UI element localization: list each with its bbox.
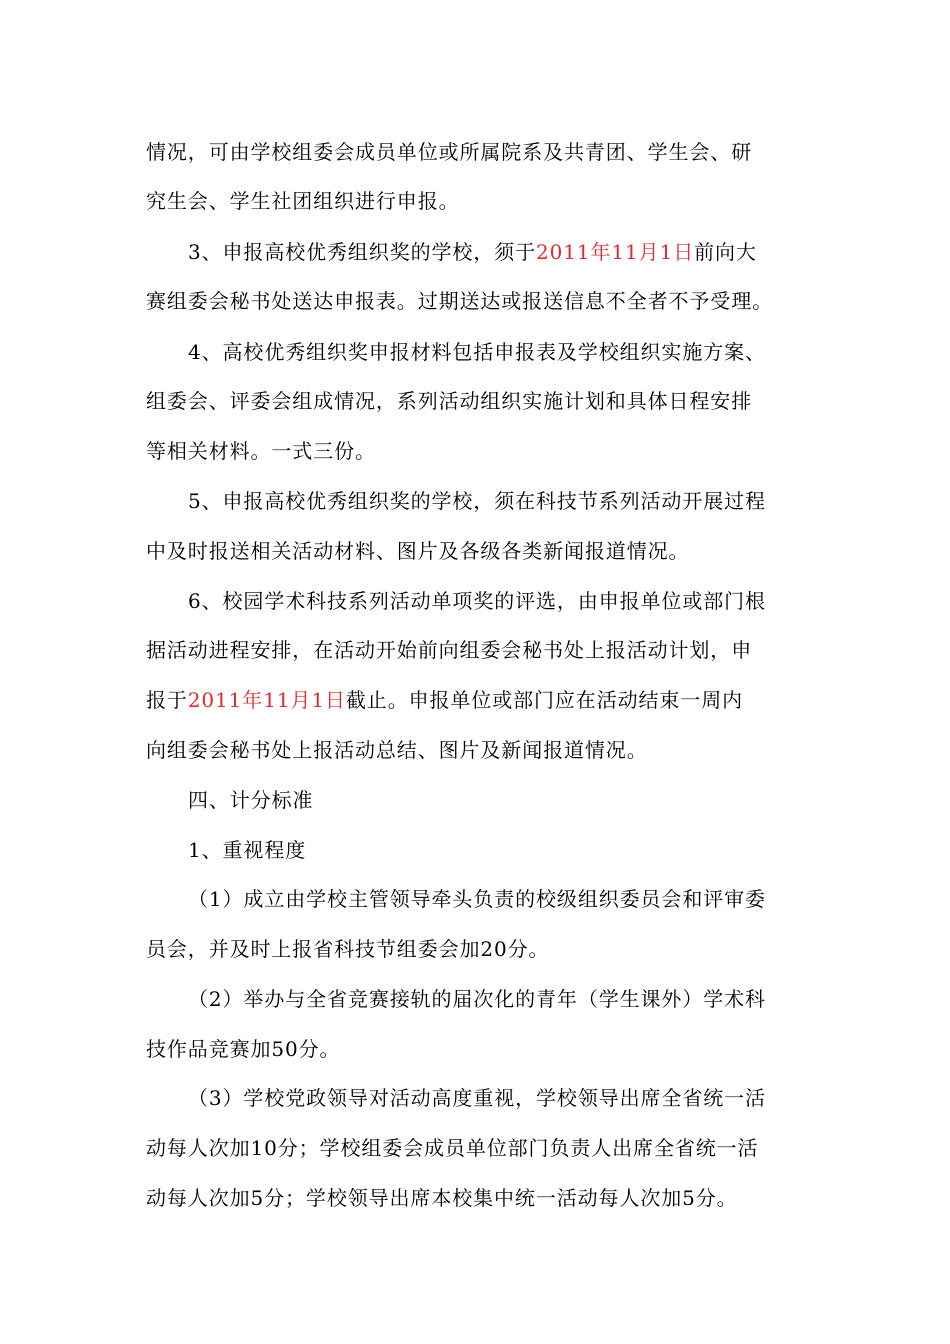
subsection-heading: 1、重视程度 <box>188 838 307 862</box>
paragraph-line: （3）学校党政领导对活动高度重视，学校领导出席全省统一活 <box>188 1086 766 1110</box>
paragraph-line: 中及时报送相关活动材料、图片及各级各类新闻报道情况。 <box>146 539 690 563</box>
paragraph-line: 报于2011年11月1日截止。申报单位或部门应在活动结束一周内 <box>146 688 743 712</box>
paragraph-line: 据活动进程安排，在活动开始前向组委会秘书处上报活动计划，申 <box>146 638 753 662</box>
paragraph-line: 技作品竞赛加50分。 <box>146 1037 341 1061</box>
paragraph-line: 等相关材料。一式三份。 <box>146 439 376 463</box>
paragraph-line: 组委会、评委会组成情况，系列活动组织实施计划和具体日程安排 <box>146 389 753 413</box>
paragraph-line: 6、校园学术科技系列活动单项奖的评选，由申报单位或部门根 <box>188 589 766 613</box>
paragraph-line: （1）成立由学校主管领导牵头负责的校级组织委员会和评审委 <box>188 887 766 911</box>
deadline-date: 2011年11月1日 <box>187 688 346 712</box>
paragraph-line: 赛组委会秘书处送达申报表。过期送达或报送信息不全者不予受理。 <box>146 289 773 313</box>
paragraph-line: 究生会、学生社团组织进行申报。 <box>146 189 460 213</box>
paragraph-line: 3、申报高校优秀组织奖的学校，须于2011年11月1日前向大 <box>188 240 757 264</box>
paragraph-line: 向组委会秘书处上报活动总结、图片及新闻报道情况。 <box>146 738 648 762</box>
paragraph-line: 员会，并及时上报省科技节组委会加20分。 <box>146 937 550 961</box>
paragraph-line: （2）举办与全省竞赛接轨的届次化的青年（学生课外）学术科 <box>188 987 766 1011</box>
section-heading: 四、计分标准 <box>188 788 314 812</box>
paragraph-line: 4、高校优秀组织奖申报材料包括申报表及学校组织实施方案、 <box>188 340 766 364</box>
deadline-date: 2011年11月1日 <box>536 240 695 264</box>
paragraph-line: 情况，可由学校组委会成员单位或所属院系及共青团、学生会、研 <box>146 140 753 164</box>
paragraph-line: 5、申报高校优秀组织奖的学校，须在科技节系列活动开展过程 <box>188 489 766 513</box>
paragraph-line: 动每人次加5分；学校领导出席本校集中统一活动每人次加5分。 <box>146 1186 738 1210</box>
paragraph-line: 动每人次加10分；学校组委会成员单位部门负责人出席全省统一活 <box>146 1136 759 1160</box>
